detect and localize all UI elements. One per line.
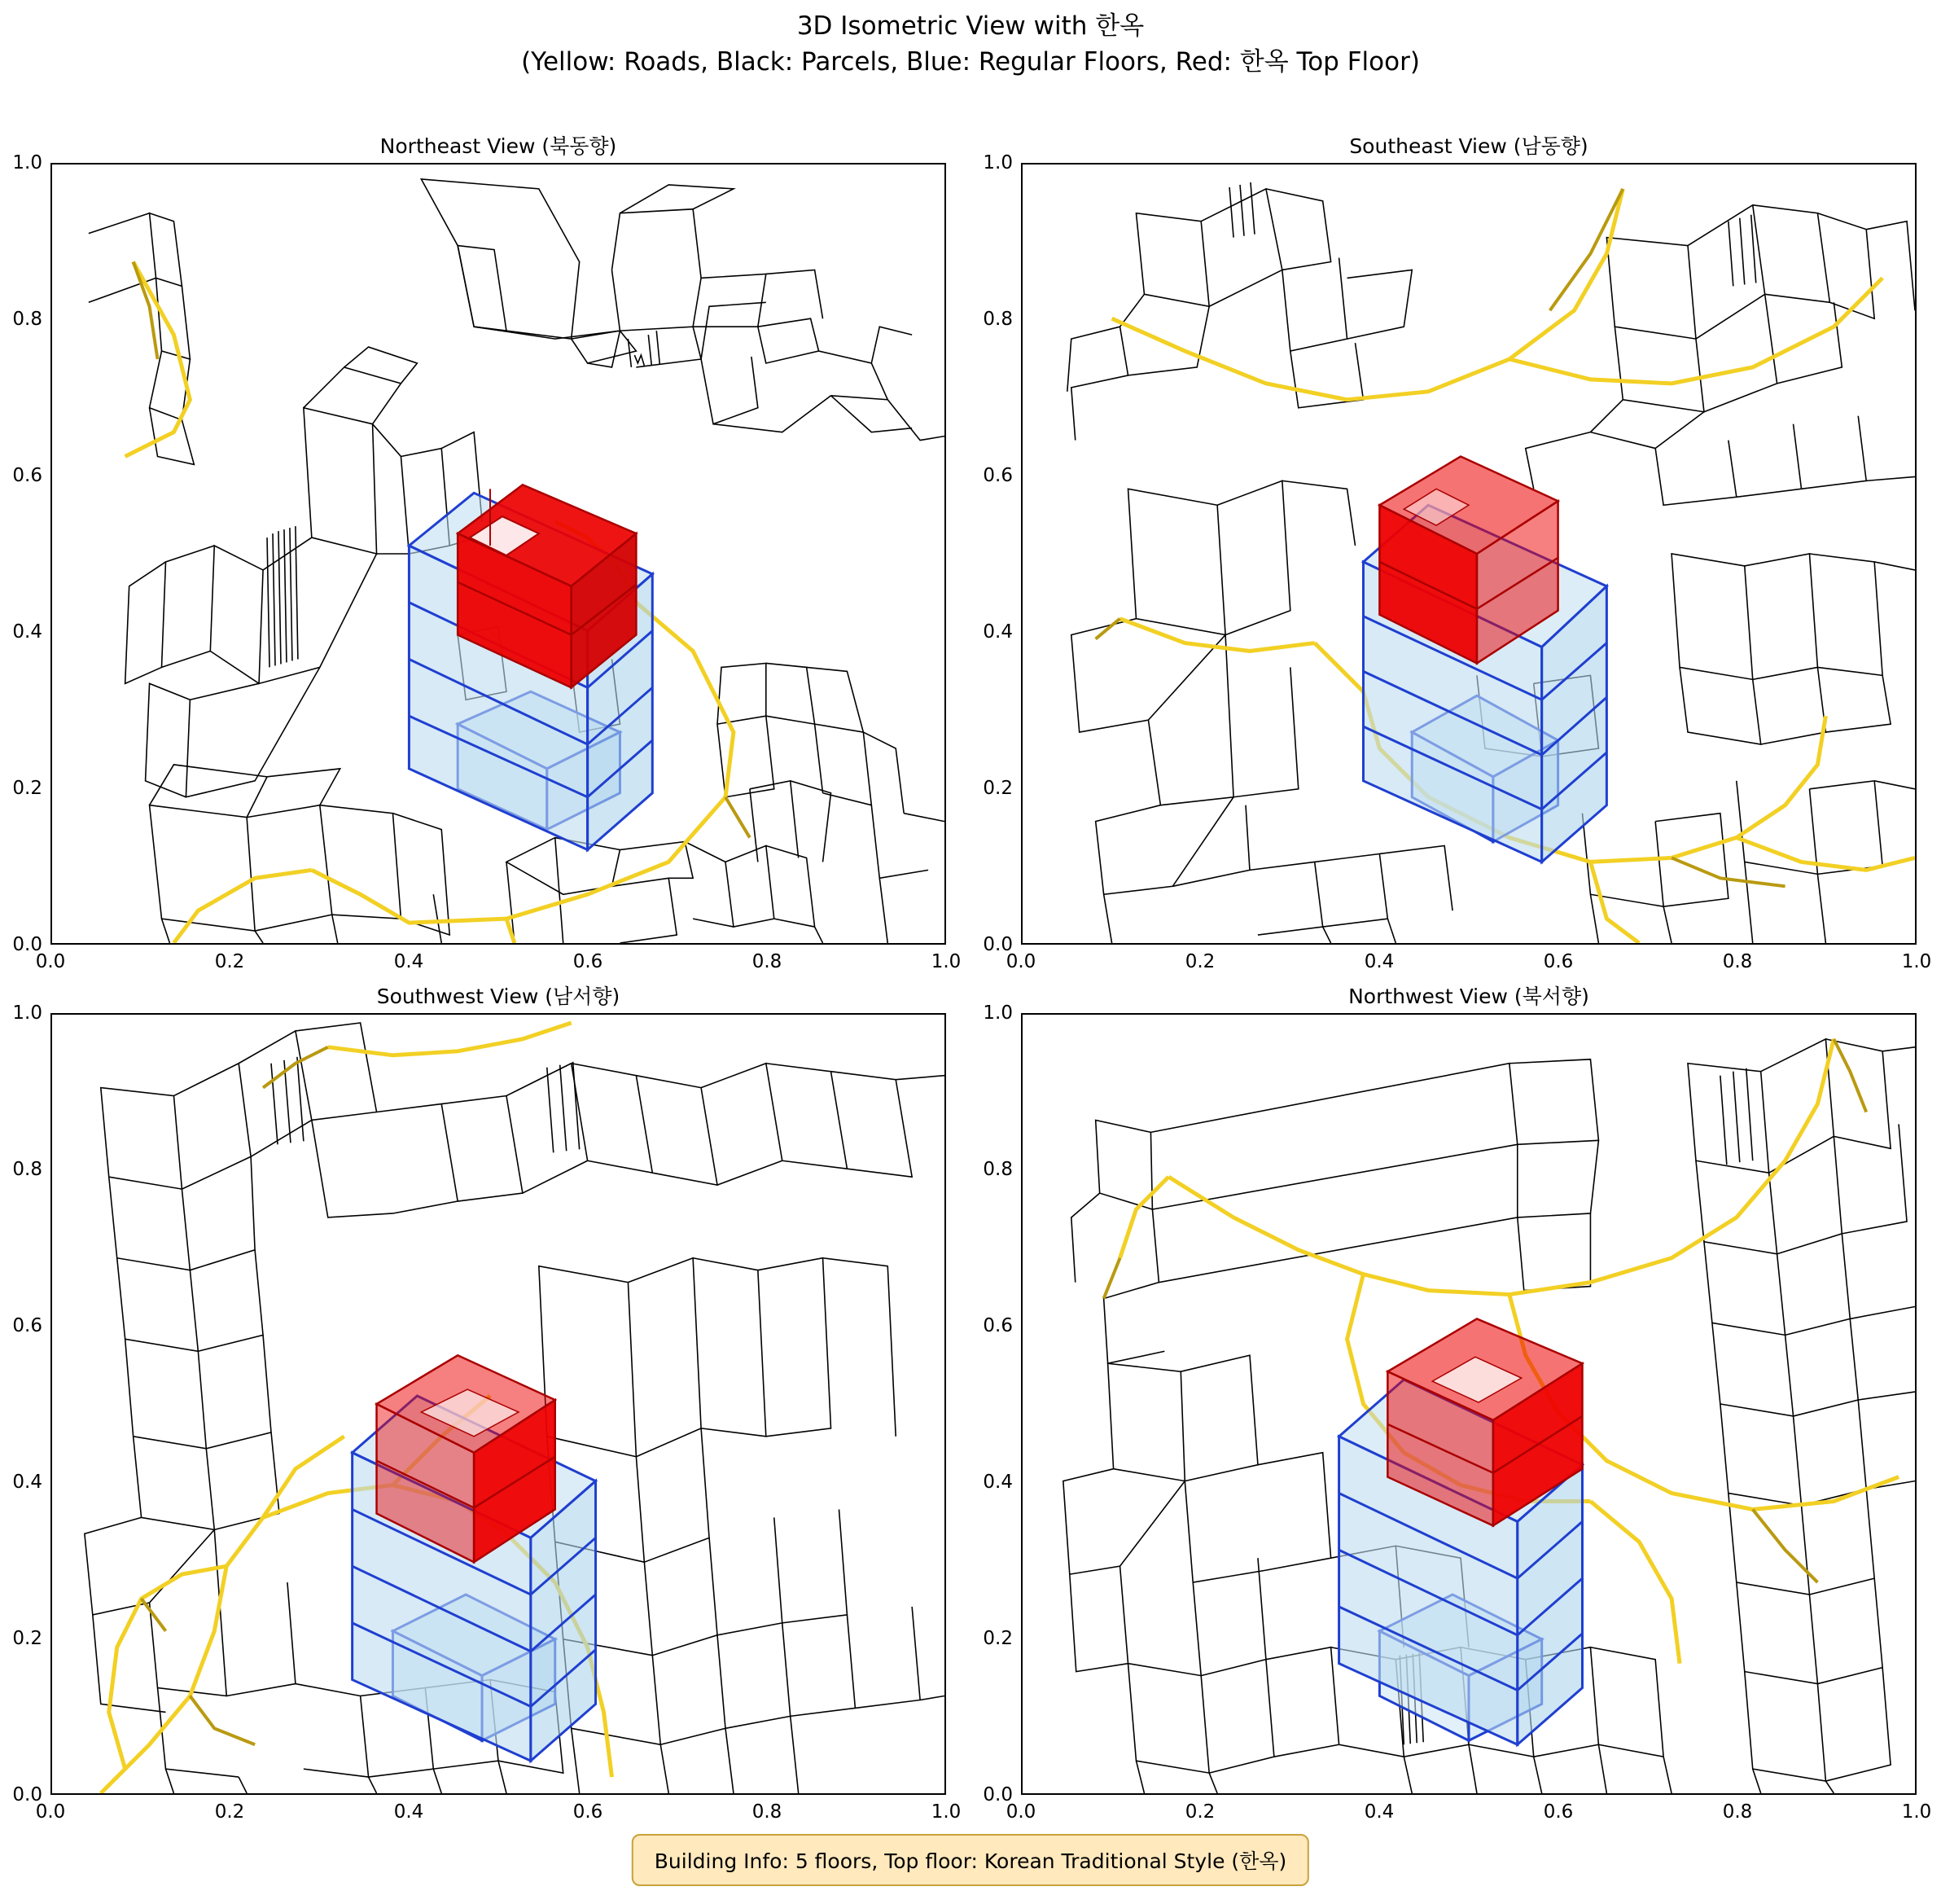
panel-southeast (983, 134, 1932, 972)
building-info-text: Building Info: 5 floors, Top floor: Korean Traditional Style (한옥) (654, 1849, 1287, 1873)
x-ticklabels-northwest: 0.0 0.2 0.4 0.6 0.8 1.0 (1006, 1801, 1932, 1823)
panel-title-southwest: Southwest View (남서향) (376, 985, 620, 1008)
figure-suptitle (0, 8, 1941, 80)
suptitle-line-1: 3D Isometric View with 한옥 (796, 11, 1145, 41)
suptitle-line-2: (Yellow: Roads, Black: Parcels, Blue: Regular Floors, Red: 한옥 Top Floor) (521, 47, 1420, 77)
axes-northwest[interactable] (1021, 1013, 1917, 1795)
x-ticklabels-southwest: 0.0 0.2 0.4 0.6 0.8 1.0 (35, 1801, 962, 1823)
panel-northwest (983, 985, 1932, 1823)
panel-title-northwest: Northwest View (북서향) (1348, 985, 1589, 1008)
panel-southwest (12, 985, 962, 1823)
panel-title-southeast: Southeast View (남동향) (1349, 134, 1588, 158)
building-info-box (632, 1834, 1309, 1886)
panel-title-northeast: Northeast View (북동향) (379, 134, 617, 158)
axes-northeast[interactable] (50, 163, 946, 945)
x-ticklabels-northeast: 0.0 0.2 0.4 0.6 0.8 1.0 (35, 951, 962, 972)
x-ticklabels-southeast: 0.0 0.2 0.4 0.6 0.8 1.0 (1006, 951, 1932, 972)
axes-southwest[interactable] (50, 1013, 946, 1795)
y-ticklabels-southwest: 0.0 0.2 0.4 0.6 0.8 1.0 (12, 1002, 42, 1805)
y-ticklabels-southeast: 0.0 0.2 0.4 0.6 0.8 1.0 (983, 152, 1013, 955)
y-ticklabels-northeast: 0.0 0.2 0.4 0.6 0.8 1.0 (12, 152, 42, 955)
axes-southeast[interactable] (1021, 163, 1917, 945)
panel-northeast (12, 134, 962, 972)
y-ticklabels-northwest: 0.0 0.2 0.4 0.6 0.8 1.0 (983, 1002, 1013, 1805)
